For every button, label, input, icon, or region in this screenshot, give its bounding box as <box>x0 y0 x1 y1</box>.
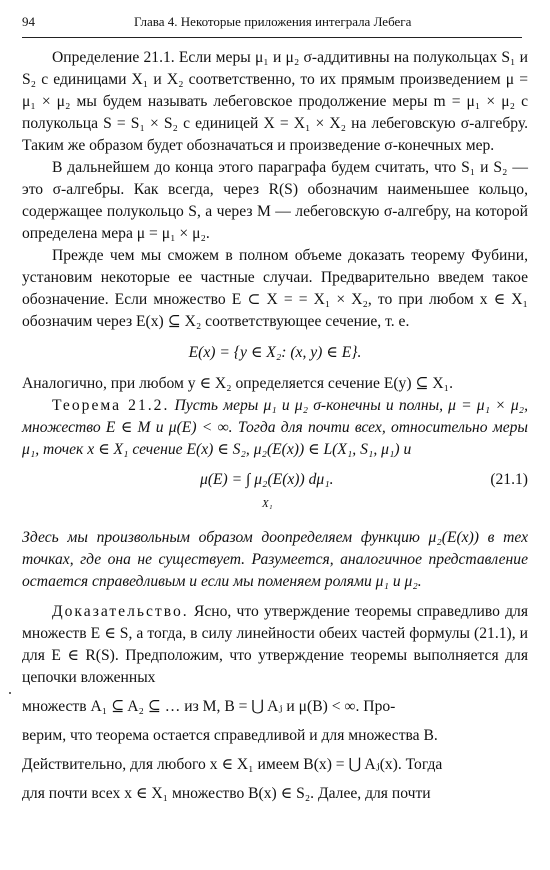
theorem-paragraph <box>22 395 528 461</box>
paragraph-analogous-section: Аналогично, при любом y ∈ X₂ определяется сечение E(y) ⊆ X₁. <box>22 375 453 392</box>
margin-mark <box>9 692 11 694</box>
paragraph-sigma-algebras: В дальнейшем до конца этого параграфа будем считать, что S₁ и S₂ — это σ-алгебры. Как всегда, через R(S) обозначим наименьшее кольцо, содержащее полукольцо S, а через M — лебеговскую σ-алгебру, на которой определена мера μ = μ₁ × μ₂. <box>22 159 528 242</box>
proof-text: Ясно, что утверждение теоремы справедливо для множеств E ∈ S, а тогда, в силу линейности обеих частей формулы (21.1), и для E ∈ R(S). Предположим, что утверждение теоремы выполняется для цепочки вложенных <box>22 603 528 686</box>
proof-label: Доказательство. <box>52 603 189 620</box>
theorem-statement: Пусть меры μ₁ и μ₂ σ-конечны и полны, μ = μ₁ × μ₂, множество E ∈ M и μ(E) < ∞. Тогда для почти всех, относительно меры μ₁, точек x ∈ X₁ сечение E(x) ∈ S₂, μ₂(E(x)) ∈ L(X₁, S₁, μ₁) и <box>22 397 528 458</box>
running-header <box>22 11 522 38</box>
equation-21-1 <box>22 467 528 513</box>
proof-line-almost-all: для почти всех x ∈ X₁ множество B(x) ∈ S₂. Далее, для почти <box>22 785 431 802</box>
proof-line-indeed: Действительно, для любого x ∈ X₁ имеем B(x) = ⋃ Aⱼ(x). Тогда <box>22 756 443 773</box>
chapter-title: Глава 4. Некоторые приложения интеграла Лебега <box>134 14 412 29</box>
remark-paragraph: Здесь мы произвольным образом доопределяем функцию μ₂(E(x)) в тех точках, где она не существует. Разумеется, аналогичное представление остается справедливым и если мы поменяем ролями μ₁ и μ₂. <box>22 529 528 590</box>
integral-domain: X₁ <box>262 498 273 510</box>
proof-line-verify: верим, что теорема остается справедливой и для множества B. <box>22 727 438 744</box>
page-number: 94 <box>22 14 35 29</box>
equation-number: (21.1) <box>490 471 528 488</box>
page-body <box>22 47 528 805</box>
proof-paragraph <box>22 601 528 689</box>
section-formula: E(x) = {y ∈ X₂: (x, y) ∈ E}. <box>188 344 362 361</box>
definition-paragraph: Определение 21.1. Если меры μ₁ и μ₂ σ-аддитивны на полукольцах S₁ и S₂ с единицами X₁ и X₂ соответственно, то их прямым произведением μ = μ₁ × μ₂ мы будем называть лебеговское продолжение меры m = μ₁ × μ₂ с полукольца S = S₁ × S₂ с единицей X = X₁ × X₂ на лебеговскую σ-алгебру. Таким же образом будет обозначаться и произведение σ-конечных мер. <box>22 49 528 154</box>
paragraph-fubini-intro: Прежде чем мы сможем в полном объеме доказать теорему Фубини, установим некоторые ее частные случаи. Предварительно введем такое обозначение. Если множество E ⊂ X = = X₁ × X₂, то при любом x ∈ X₁ обозначим через E(x) ⊆ X₂ соответствующее сечение, т. е. <box>22 247 528 330</box>
equation-body: μ(E) = ∫ μ₂(E(x)) dμ₁. <box>200 471 334 488</box>
proof-line-union: множеств A₁ ⊆ A₂ ⊆ … из M, B = ⋃ Aⱼ и μ(B) < ∞. Про- <box>22 698 396 715</box>
theorem-label: Теорема 21.2. <box>52 397 170 414</box>
